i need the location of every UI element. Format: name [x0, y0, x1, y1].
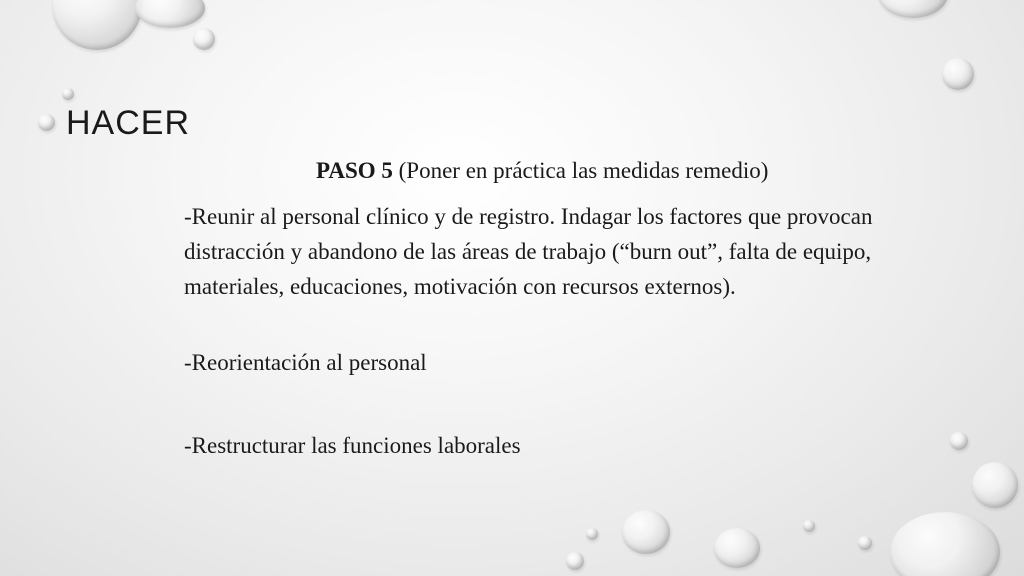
water-drop-decoration — [972, 462, 1018, 508]
step-label: PASO 5 — [316, 158, 393, 183]
water-drop-decoration — [858, 536, 872, 550]
body-paragraph: -Restructurar las funciones laborales — [184, 433, 521, 458]
water-drop-decoration — [878, 0, 948, 18]
bullet-drop-icon — [38, 114, 55, 131]
body-paragraph: -Reunir al personal clínico y de registro. Indagar los factores que provocan distracción y abandono de las áreas de trabajo (“burn out”, falta de equipo, materiales, educaciones, motivación con recursos externos). — [184, 204, 873, 299]
slide-title: HACER — [66, 104, 191, 142]
body-paragraph: -Reorientación al personal — [184, 350, 427, 375]
water-drop-decoration — [62, 88, 74, 100]
step-description: (Poner en práctica las medidas remedio) — [398, 158, 769, 183]
water-drop-decoration — [193, 28, 215, 50]
water-drop-decoration — [622, 510, 670, 554]
water-drop-decoration — [714, 528, 760, 568]
water-drop-decoration — [890, 512, 1000, 576]
water-drop-decoration — [942, 58, 974, 90]
water-drop-decoration — [803, 520, 815, 532]
step-heading — [316, 158, 768, 184]
water-drop-decoration — [135, 0, 205, 28]
water-drop-decoration — [566, 552, 584, 570]
water-drop-decoration — [52, 0, 142, 50]
water-drop-decoration — [586, 528, 598, 540]
